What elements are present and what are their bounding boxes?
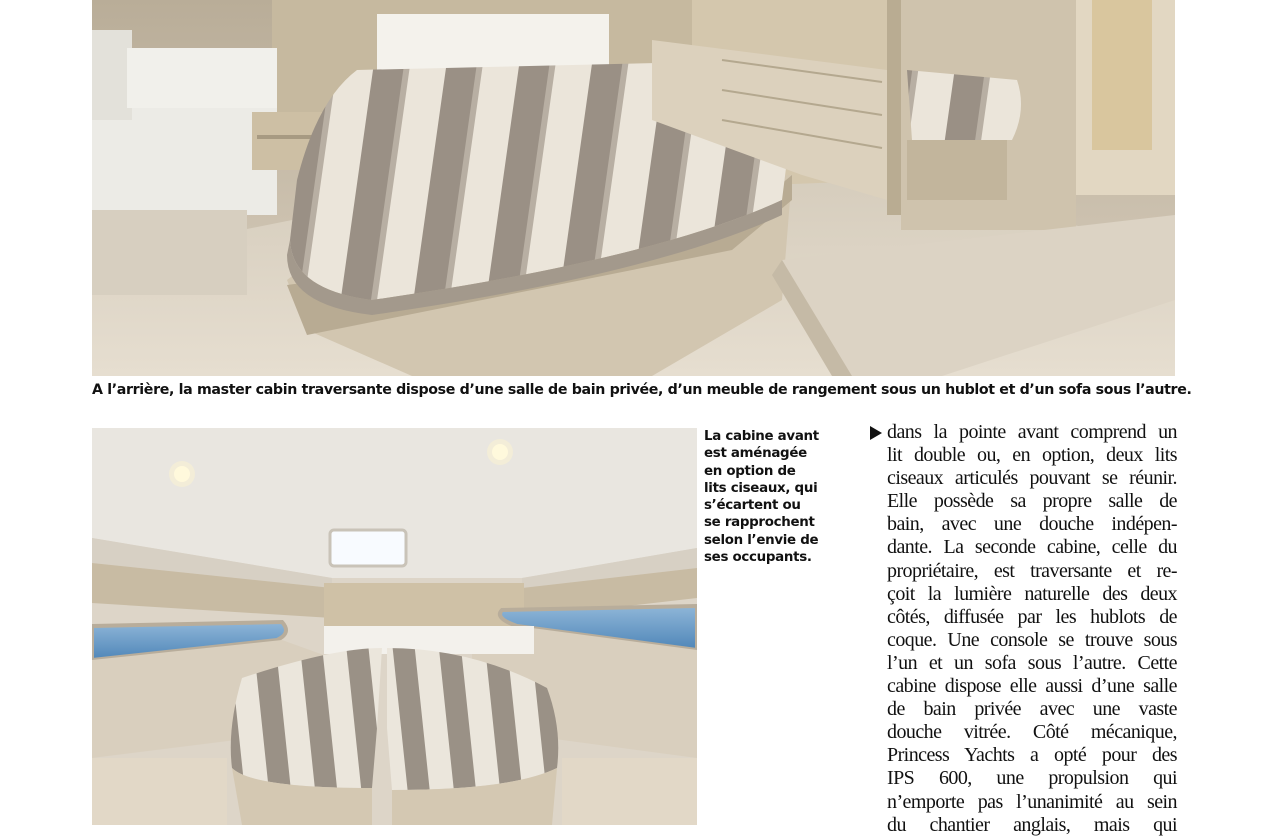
caption-line: se rapprochent <box>704 515 815 531</box>
caption-line: lits ciseaux, qui <box>704 480 818 496</box>
article-line: coque. Une console se trouve sous <box>887 628 1177 651</box>
caption-line: en option de <box>704 463 796 479</box>
article-line: Elle possède sa propre salle de <box>887 490 1177 513</box>
caption-line: selon l’envie de <box>704 532 819 548</box>
forward-cabin-photo <box>92 428 697 825</box>
article-line: douche vitrée. Côté mécanique, <box>887 721 1177 744</box>
article-line: dante. La seconde cabine, celle du <box>887 536 1177 559</box>
article-line: Princess Yachts a opté pour des <box>887 744 1177 767</box>
caption-line: La cabine avant <box>704 429 819 444</box>
article-line: ciseaux articulés pouvant se réunir. <box>887 467 1177 490</box>
article-line: côtés, diffusée par les hublots de <box>887 605 1177 628</box>
article-line: l’un et un sofa sous l’autre. Cette <box>887 651 1177 674</box>
article-line: propriétaire, est traversante et re- <box>887 559 1177 582</box>
article-line: bain, avec une douche indépen- <box>887 513 1177 536</box>
article-column <box>887 421 1177 837</box>
article-line: dans la pointe avant comprend un <box>887 421 1177 443</box>
continuation-arrow-icon <box>870 426 882 440</box>
article-line: n’emporte pas l’unanimité au sein <box>887 790 1177 813</box>
article-line: lit double ou, en option, deux lits <box>887 444 1177 467</box>
article-line: de bain privée avec une vaste <box>887 698 1177 721</box>
article-line: IPS 600, une propulsion qui <box>887 767 1177 790</box>
caption-line: est aménagée <box>704 446 807 462</box>
master-cabin-photo <box>92 0 1175 376</box>
article-line: çoit la lumière naturelle des deux <box>887 582 1177 605</box>
article-line: du chantier anglais, mais qui <box>887 813 1177 836</box>
forward-cabin-caption <box>704 428 844 566</box>
article-line: cabine dispose elle aussi d’une salle <box>887 675 1177 698</box>
caption-line: s’écartent ou <box>704 498 801 514</box>
master-cabin-caption: A l’arrière, la master cabin traversante dispose d’une salle de bain privée, d’un meuble de rangement sous un hublot et d’un sofa sous l’autre. <box>92 382 1192 398</box>
caption-line: ses occupants. <box>704 550 812 566</box>
